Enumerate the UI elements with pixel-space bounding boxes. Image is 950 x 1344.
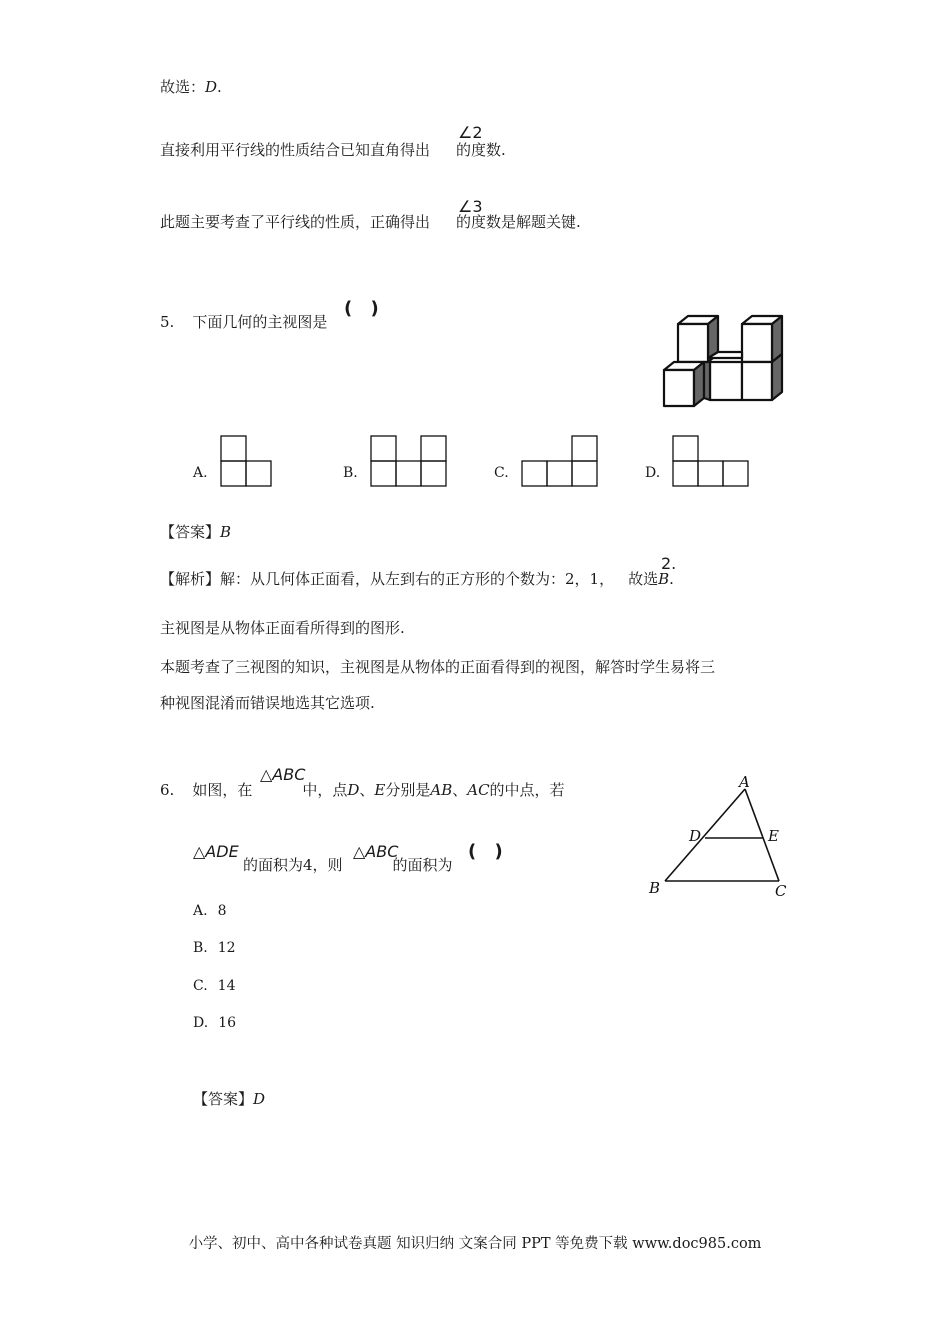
- q5-option-b-figure: [369, 434, 453, 494]
- q5-answer-letter: B: [220, 523, 232, 541]
- answer-letter: D: [205, 78, 218, 96]
- vertex-a-label: A: [739, 773, 750, 791]
- vertex-e-label: E: [768, 827, 779, 845]
- q5-explanation-2: 本题考查了三视图的知识，主视图是从物体的正面看得到的视图，解答时学生易将三: [160, 658, 716, 676]
- q5-option-c-figure: [520, 434, 604, 494]
- q6-answer-letter: D: [253, 1090, 266, 1108]
- q6-answer-line: 【答案】D: [193, 1090, 266, 1108]
- q5-explanation-3: 种视图混淆而错误地选其它选项.: [160, 694, 375, 712]
- q5-option-a-figure: [219, 434, 279, 494]
- q5-option-c-label: C.: [494, 465, 509, 481]
- q5-option-d-figure: [671, 434, 755, 494]
- q5-number: 5.: [160, 313, 175, 331]
- q6-stem-line1: 6. 如图，在 中，点D、E分别是AB、AC的中点，若: [160, 781, 565, 799]
- q5-stem: 5. 下面几何的主视图是: [160, 313, 328, 331]
- page-footer: 小学、初中、高中各种试卷真题 知识归纳 文案合同 PPT 等免费下载 www.doc985.com: [188, 1236, 762, 1252]
- conclusion-line: 故选：D.: [160, 78, 222, 96]
- vertex-b-label: B: [649, 879, 661, 897]
- summary-line-angle3: 此题主要考查了平行线的性质，正确得出 的度数是解题关键.: [160, 213, 581, 231]
- q5-option-d-label: D.: [645, 465, 661, 481]
- q5-option-b-label: B.: [343, 465, 358, 481]
- q5-analysis-line: 【解析】解：从几何体正面看，从左到右的正方形的个数为：2，1， 故选B.: [160, 570, 674, 588]
- q5-explanation-1: 主视图是从物体正面看所得到的图形.: [160, 619, 405, 637]
- q5-solid-figure: [660, 312, 800, 412]
- q6-option-b: B. 12: [193, 940, 236, 956]
- q5-analysis-number: 2.: [661, 554, 677, 573]
- q6-number: 6.: [160, 781, 175, 799]
- q6-answer-blank: ( ): [468, 841, 509, 862]
- q6-stem-line2: 的面积为4，则 的面积为: [243, 856, 453, 874]
- angle3-symbol: ∠3: [458, 197, 483, 216]
- analysis-line-angle2: 直接利用平行线的性质结合已知直角得出 的度数.: [160, 141, 506, 159]
- q6-triangle-abc-1: △ABC: [260, 765, 306, 784]
- q6-triangle-abc-2: △ABC: [353, 842, 399, 861]
- q6-option-a: A. 8: [193, 903, 227, 919]
- q6-option-d: D. 16: [193, 1015, 237, 1031]
- q5-option-a-label: A.: [193, 465, 208, 481]
- vertex-c-label: C: [775, 882, 787, 900]
- angle2-symbol: ∠2: [458, 123, 483, 142]
- q6-option-c: C. 14: [193, 978, 236, 994]
- q6-triangle-ade: △ADE: [193, 842, 239, 861]
- vertex-d-label: D: [689, 827, 702, 845]
- q5-answer-line: 【答案】B: [160, 523, 232, 541]
- q6-triangle-figure: [645, 775, 795, 905]
- q5-answer-blank: ( ): [344, 298, 385, 319]
